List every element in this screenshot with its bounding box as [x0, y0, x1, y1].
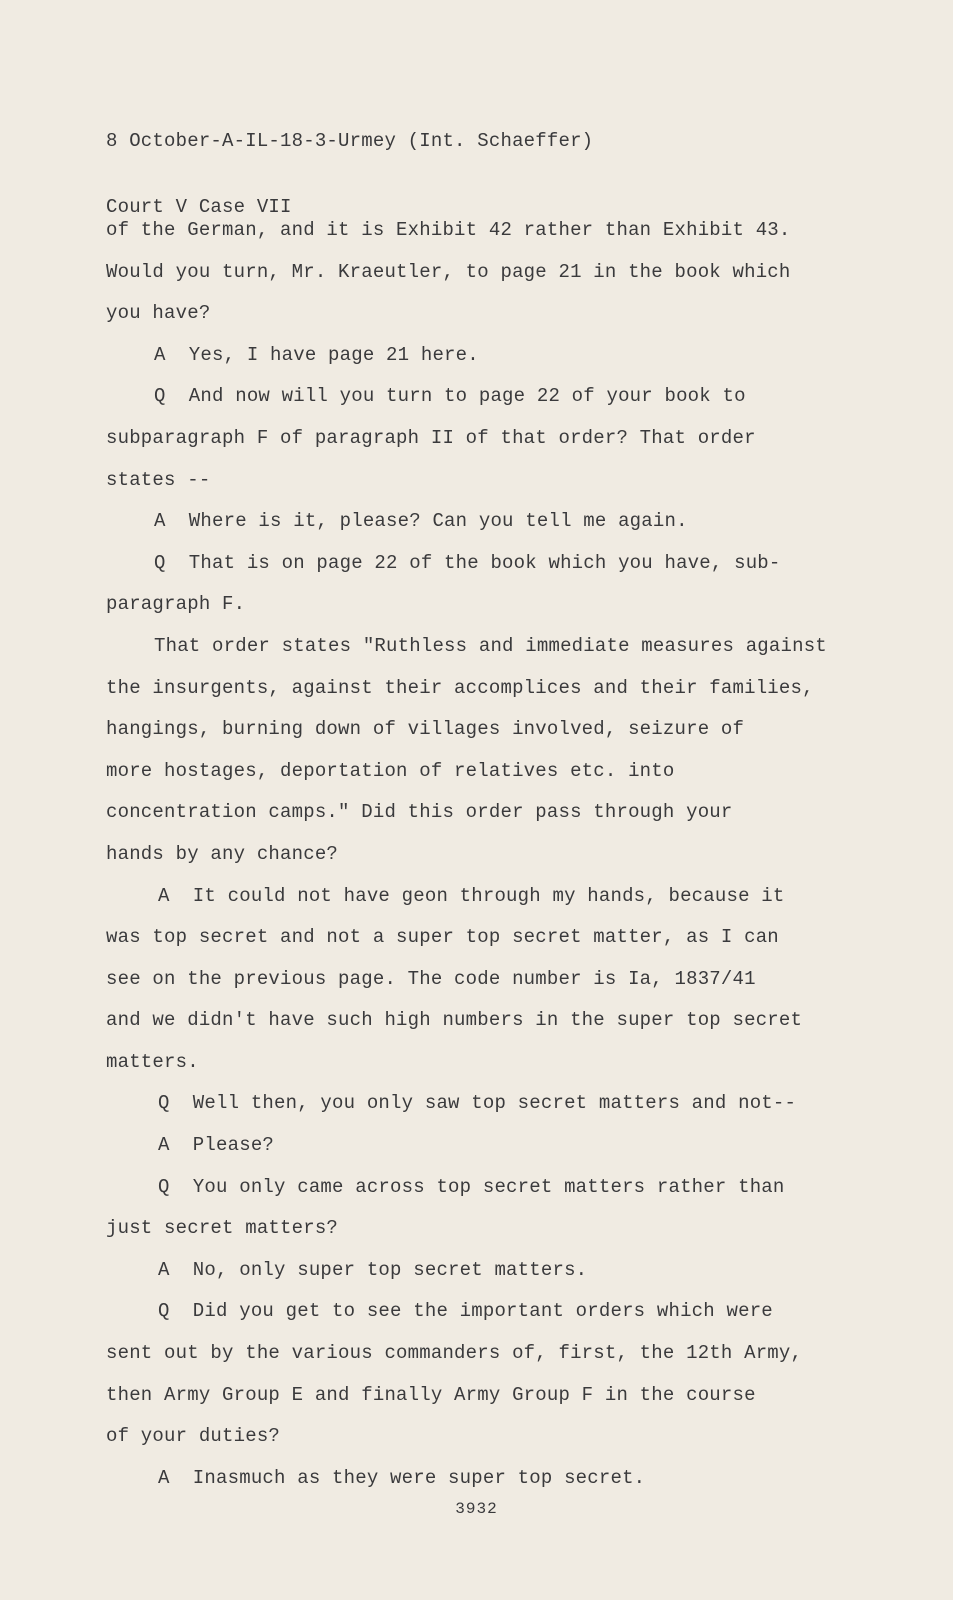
header-line-1: 8 October-A-IL-18-3-Urmey (Int. Schaeffer) [106, 130, 594, 152]
transcript-line: sent out by the various commanders of, first, the 12th Army, [106, 1342, 803, 1365]
transcript-line: Q Did you get to see the important orders which were [158, 1300, 773, 1323]
transcript-line: the insurgents, against their accomplices and their families, [106, 676, 814, 699]
transcript-line: A Where is it, please? Can you tell me again. [154, 510, 688, 533]
transcript-line: of the German, and it is Exhibit 42 rather than Exhibit 43. [106, 219, 791, 241]
transcript-line: then Army Group E and finally Army Group F in the course [106, 1383, 756, 1406]
transcript-line: A Please? [158, 1134, 275, 1157]
transcript-line: concentration camps." Did this order pass through your [106, 801, 733, 824]
transcript-line: A It could not have geon through my hands, because it [158, 884, 785, 907]
transcript-line: A Inasmuch as they were super top secret. [158, 1466, 646, 1489]
transcript-line: A No, only super top secret matters. [158, 1258, 588, 1281]
transcript-line: matters. [106, 1050, 199, 1073]
transcript-line: That order states "Ruthless and immediate measures against [154, 634, 827, 657]
transcript-line: and we didn't have such high numbers in the super top secret [106, 1009, 803, 1032]
transcript-line: subparagraph F of paragraph II of that order? That order [106, 426, 756, 449]
transcript-line: Q That is on page 22 of the book which you have, sub- [154, 551, 781, 574]
transcript-line: was top secret and not a super top secret matter, as I can [106, 926, 779, 949]
transcript-line: Q And now will you turn to page 22 of your book to [154, 385, 746, 408]
transcript-line: states -- [106, 468, 211, 491]
transcript-line: paragraph F. [106, 593, 246, 616]
transcript-line: see on the previous page. The code number is Ia, 1837/41 [106, 967, 756, 990]
transcript-line: you have? [106, 302, 211, 325]
transcript-line: Q Well then, you only saw top secret matters and not-- [158, 1092, 797, 1115]
transcript-line: hangings, burning down of villages involved, seizure of [106, 718, 745, 741]
transcript-line: Q You only came across top secret matters rather than [158, 1175, 785, 1198]
transcript-body [106, 210, 896, 1499]
transcript-line: more hostages, deportation of relatives etc. into [106, 759, 675, 782]
page-number: 3932 [455, 1500, 498, 1518]
transcript-line: of your duties? [106, 1425, 281, 1448]
transcript-line: just secret matters? [106, 1217, 339, 1240]
header-line-2: Court V Case VII [106, 196, 292, 218]
transcript-line: hands by any chance? [106, 842, 339, 865]
transcript-line: Would you turn, Mr. Kraeutler, to page 21 in the book which [106, 260, 791, 283]
transcript-line: A Yes, I have page 21 here. [154, 343, 479, 366]
